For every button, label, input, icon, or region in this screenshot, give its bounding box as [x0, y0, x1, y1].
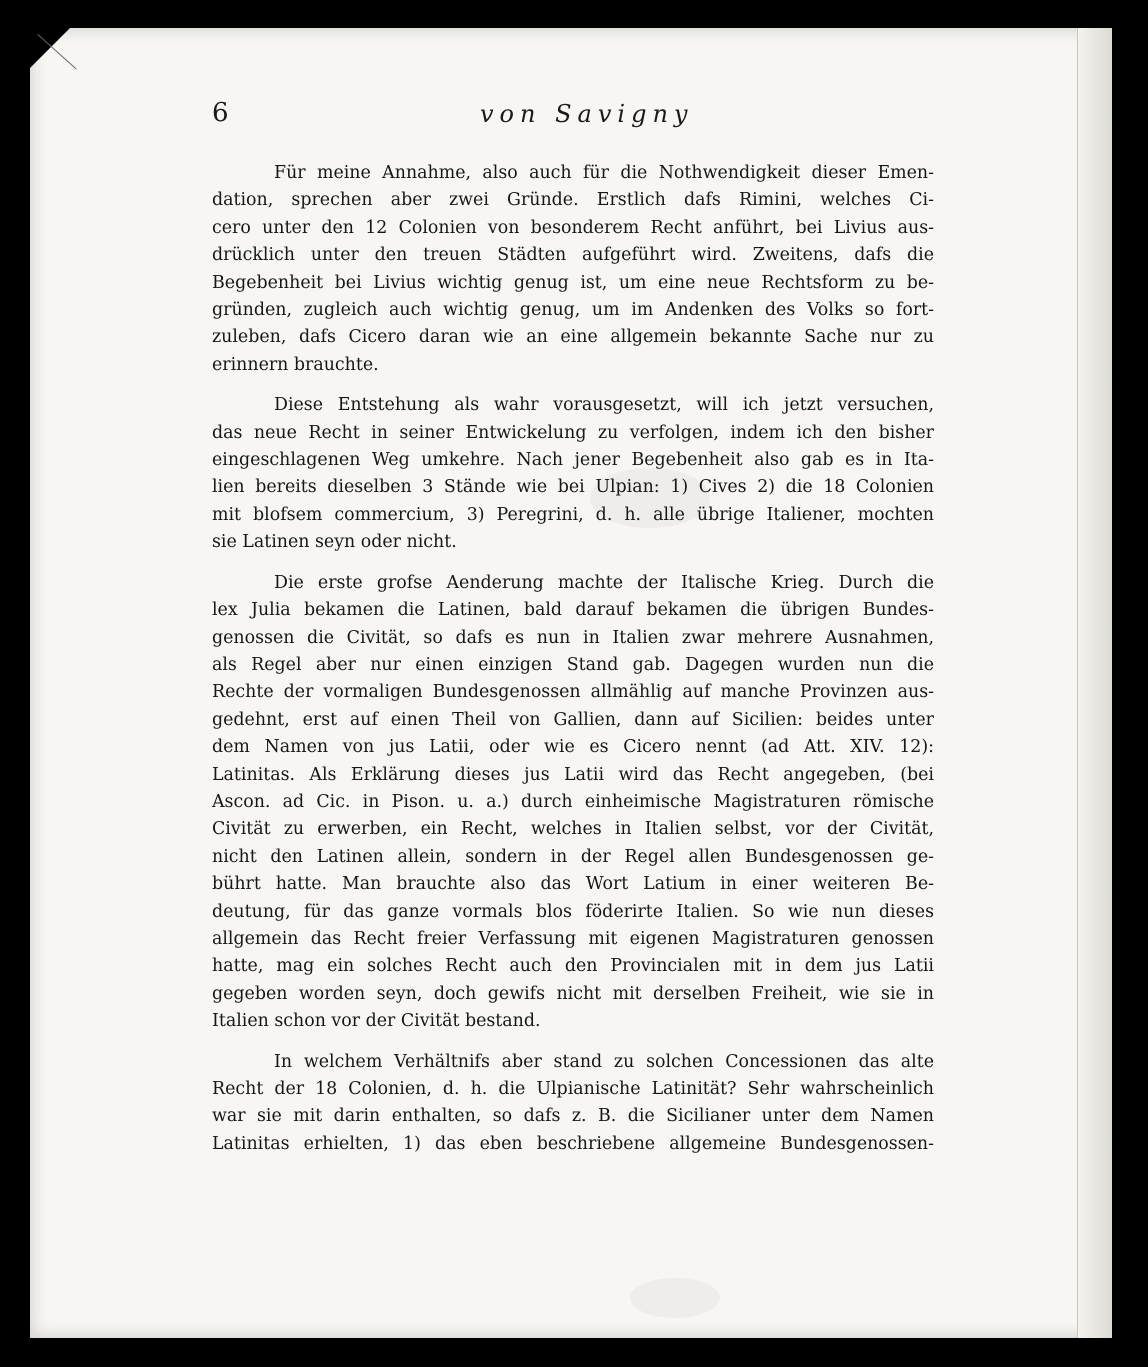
text-line: bührt hatte. Man brauchte also das Wort Latium in einer weiteren Be- [212, 874, 934, 895]
text-line: deutung, für das ganze vormals blos föderirte Italien. So wie nun dieses [212, 901, 934, 922]
text-line: Civität zu erwerben, ein Recht, welches in Italien selbst, vor der Civität, [212, 819, 934, 840]
text-line: Latinitas erhielten, 1) das eben beschriebene allgemeine Bundesgenossen- [212, 1133, 934, 1154]
text-line: genossen die Civität, so dafs es nun in Italien zwar mehrere Ausnahmen, [212, 627, 934, 648]
paragraph [212, 1049, 934, 1159]
text-line: mit blofsem commercium, 3) Peregrini, d. h. alle übrige Italiener, mochten [212, 504, 934, 525]
text-line: Latinitas. Als Erklärung dieses jus Latii wird das Recht angegeben, (bei [212, 764, 934, 785]
text-line: cero unter den 12 Colonien von besonderem Recht anführt, bei Livius aus- [212, 217, 934, 238]
text-line: Die erste grofse Aenderung machte der Italische Krieg. Durch die [274, 572, 934, 593]
text-line: Diese Entstehung als wahr vorausgesetzt, will ich jetzt versuchen, [274, 395, 934, 416]
text-line: lien bereits dieselben 3 Stände wie bei Ulpian: 1) Cives 2) die 18 Colonien [212, 477, 934, 498]
text-line: In welchem Verhältnifs aber stand zu solchen Concessionen das alte [274, 1051, 934, 1072]
text-line: Italien schon vor der Civität bestand. [212, 1011, 541, 1032]
text-line: erinnern brauchte. [212, 354, 379, 375]
running-head: von Savigny [480, 100, 694, 128]
text-line: Für meine Annahme, also auch für die Nothwendigkeit dieser Emen- [274, 163, 934, 183]
body-text [212, 160, 934, 1171]
page-edge [1077, 28, 1112, 1338]
text-line: Recht der 18 Colonien, d. h. die Ulpianische Latinität? Sehr wahrscheinlich [212, 1079, 934, 1099]
text-line: allgemein das Recht freier Verfassung mit eigenen Magistraturen genossen [212, 928, 934, 949]
text-line: gedehnt, erst auf einen Theil von Gallien, dann auf Sicilien: beides unter [212, 709, 934, 730]
text-line: gründen, zugleich auch wichtig genug, um im Andenken des Volks so fort- [212, 300, 934, 321]
text-line: lex Julia bekamen die Latinen, bald darauf bekamen die übrigen Bundes- [212, 600, 934, 621]
text-line: gegeben worden seyn, doch gewifs nicht mit derselben Freiheit, wie sie in [212, 983, 934, 1004]
paragraph [212, 392, 934, 556]
text-line: eingeschlagenen Weg umkehre. Nach jener Begebenheit also gab es in Ita- [212, 450, 934, 471]
text-line: als Regel aber nur einen einzigen Stand gab. Dagegen wurden nun die [212, 654, 934, 675]
text-line: hatte, mag ein solches Recht auch den Provincialen mit in dem jus Latii [212, 956, 934, 977]
text-line: zuleben, dafs Cicero daran wie an eine allgemein bekannte Sache nur zu [212, 327, 934, 348]
paragraph [212, 160, 934, 379]
folded-corner [30, 28, 70, 68]
text-line: dem Namen von jus Latii, oder wie es Cicero nennt (ad Att. XIV. 12): [212, 737, 934, 758]
text-line: war sie mit darin enthalten, so dafs z. B. die Sicilianer unter dem Namen [212, 1106, 934, 1127]
text-line: sie Latinen seyn oder nicht. [212, 532, 457, 553]
page-number: 6 [212, 98, 229, 128]
text-line: Ascon. ad Cic. in Pison. u. a.) durch einheimische Magistraturen römische [212, 791, 934, 812]
text-line: drücklich unter den treuen Städten aufgeführt wird. Zweitens, dafs die [212, 245, 934, 266]
paper-smudge [630, 1278, 720, 1318]
paragraph [212, 570, 934, 1036]
text-line: das neue Recht in seiner Entwickelung zu verfolgen, indem ich den bisher [212, 422, 934, 443]
text-line: Rechte der vormaligen Bundesgenossen allmählig auf manche Provinzen aus- [212, 682, 934, 703]
text-line: Begebenheit bei Livius wichtig genug ist, um eine neue Rechtsform zu be- [212, 272, 934, 293]
text-line: nicht den Latinen allein, sondern in der Regel allen Bundesgenossen ge- [212, 846, 934, 867]
page-header [212, 96, 932, 136]
text-line: dation, sprechen aber zwei Gründe. Erstlich dafs Rimini, welches Ci- [212, 190, 934, 211]
